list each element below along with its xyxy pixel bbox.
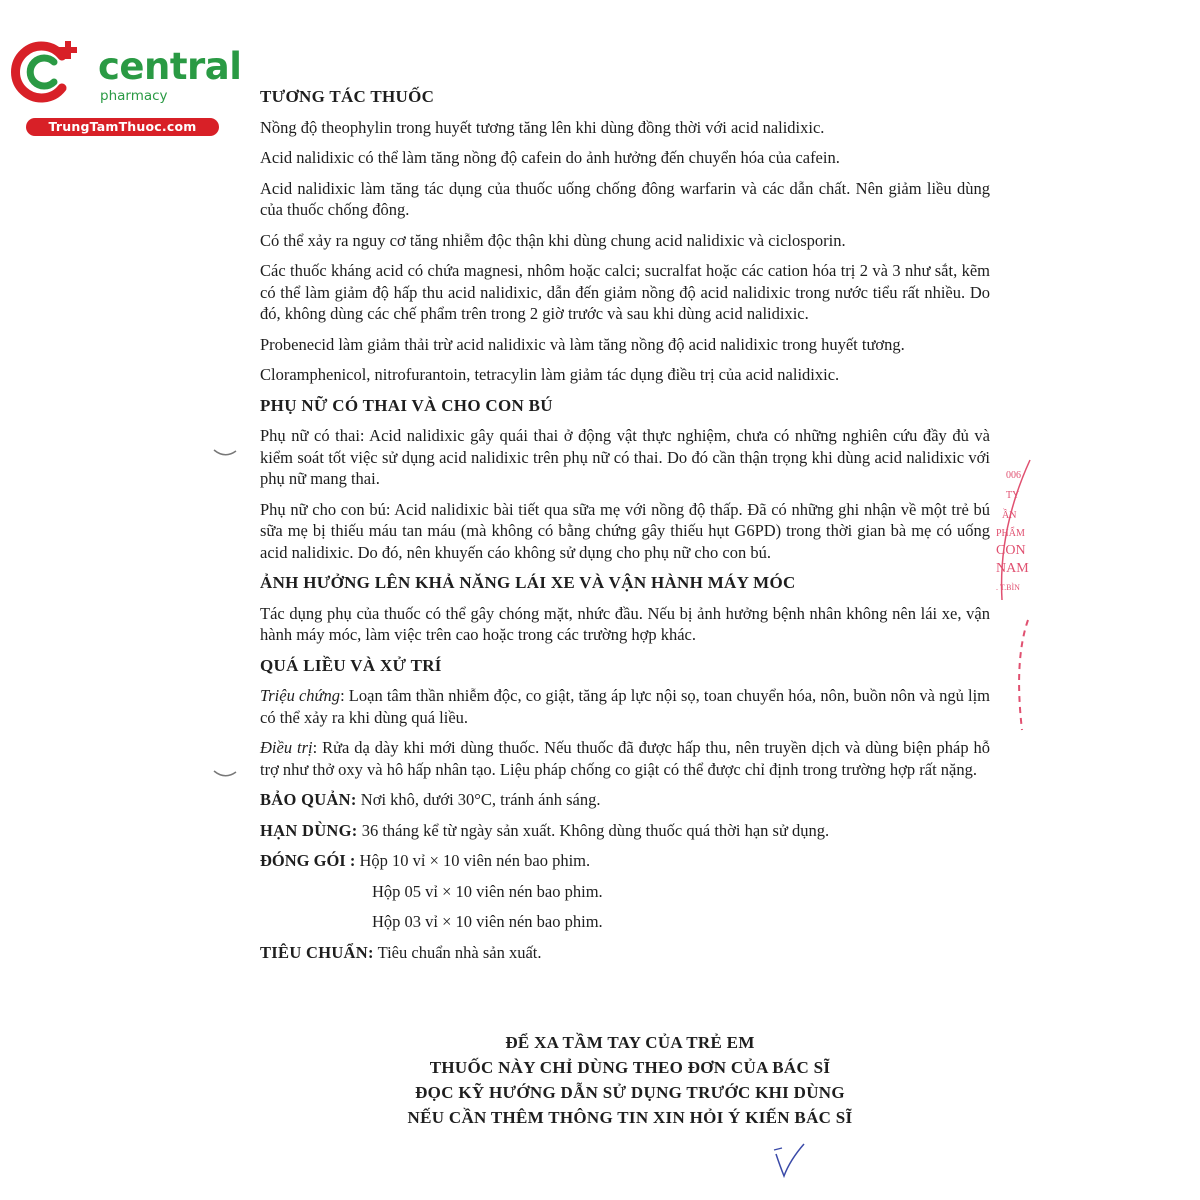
overdose-treatment (260, 737, 990, 780)
logo-sub-text: pharmacy (100, 88, 168, 104)
overdose-symptoms (260, 685, 990, 728)
shelf-life-label: HẠN DÙNG: (260, 820, 358, 840)
handwritten-mark-icon (770, 1140, 810, 1182)
packaging-line (260, 850, 990, 872)
section-heading-driving: ẢNH HƯỞNG LÊN KHẢ NĂNG LÁI XE VÀ VẬN HÀNH MÁY MÓC (260, 573, 796, 592)
packaging-item: Hộp 05 vỉ × 10 viên nén bao phim. (372, 881, 603, 901)
stamp-text: . T.BÌN (996, 583, 1020, 592)
symptoms-text: : Loạn tâm thần nhiễm độc, co giật, tăng áp lực nội sọ, toan chuyển hóa, nôn, buồn nôn và ngủ lịm có thể xảy ra khi dùng quá liều. (260, 686, 990, 727)
paragraph: Acid nalidixic có thể làm tăng nồng độ cafein do ảnh hưởng đến chuyển hóa của cafein. (260, 148, 840, 167)
paragraph: Các thuốc kháng acid có chứa magnesi, nhôm hoặc calci; sucralfat hoặc các cation hóa trị 2 và 3 như sắt, kẽm có thể làm giảm độ hấp thu acid nalidixic, dẫn đến giảm nồng độ acid nalidixic trong nước tiểu rất nhiều. Do đó, không dùng các chế phẩm trên trong 2 giờ trước và sau khi dùng acid nalidixic. (260, 261, 990, 323)
paragraph: Phụ nữ cho con bú: Acid nalidixic bài tiết qua sữa mẹ với nồng độ thấp. Đã có những ghi nhận về một trẻ bú sữa mẹ bị thiếu máu tan máu (mà không có bằng chứng gây thiếu hụt G6PD) trong thời gian bà mẹ có uống acid nalidixic. Do đó, nên khuyến cáo không sử dụng cho phụ nữ cho con bú. (260, 499, 990, 562)
logo-url-badge[interactable]: TrungTamThuoc.com (26, 118, 219, 136)
stamp-text: TY (1006, 490, 1020, 501)
stamp-text: NAM (996, 561, 1029, 576)
paragraph: Acid nalidixic làm tăng tác dụng của thuốc uống chống đông warfarin và các dẫn chất. Nên giảm liều dùng của thuốc chống đông. (260, 178, 990, 219)
document-body (260, 86, 990, 972)
section-heading-interactions: TƯƠNG TÁC THUỐC (260, 87, 435, 106)
warning-line: NẾU CẦN THÊM THÔNG TIN XIN HỎI Ý KIẾN BÁC SĨ (407, 1108, 853, 1127)
stamp-text: PHẨM (996, 528, 1025, 539)
section-heading-overdose: QUÁ LIỀU VÀ XỬ TRÍ (260, 655, 442, 675)
company-stamp (992, 440, 1032, 740)
treatment-text: : Rửa dạ dày khi mới dùng thuốc. Nếu thuốc đã được hấp thu, nên truyền dịch và dùng biện pháp hỗ trợ như thở oxy và hô hấp nhân tạo. Liệu pháp chống co giật có thể được chỉ định trong trường hợp rất nặng. (260, 738, 990, 779)
packaging-label: ĐÓNG GÓI : (260, 851, 356, 870)
paragraph: Nồng độ theophylin trong huyết tương tăng lên khi dùng đồng thời với acid nalidixic. (260, 117, 825, 137)
shelf-life-text: 36 tháng kể từ ngày sản xuất. Không dùng thuốc quá thời hạn sử dụng. (357, 820, 830, 840)
paragraph: Tác dụng phụ của thuốc có thể gây chóng mặt, nhức đầu. Nếu bị ảnh hưởng bệnh nhân không nên lái xe, vận hành máy móc, làm việc trên cao hoặc trong các trường hợp khác. (260, 603, 990, 644)
storage-line (260, 789, 990, 811)
symptoms-label: Triệu chứng (260, 686, 341, 705)
binder-hole-mark-icon (212, 768, 238, 780)
stamp-text: 006 (1006, 470, 1021, 481)
storage-text: Nơi khô, dưới 30°C, tránh ánh sáng. (356, 790, 601, 809)
stamp-text: ẦN (1002, 510, 1017, 521)
paragraph: Probenecid làm giảm thải trừ acid nalidixic và làm tăng nồng độ acid nalidixic trong huyết tương. (260, 334, 905, 354)
storage-label: BẢO QUẢN: (260, 790, 357, 809)
stamp-text: CON (996, 543, 1026, 558)
paragraph: Cloramphenicol, nitrofurantoin, tetracylin làm giảm tác dụng điều trị của acid nalidixic. (260, 365, 840, 384)
shelf-life-line (260, 820, 990, 842)
binder-hole-mark-icon (212, 447, 238, 459)
paragraph: Phụ nữ có thai: Acid nalidixic gây quái thai ở động vật thực nghiệm, chưa có những nghiên cứu đầy đủ và kiểm soát tốt việc sử dụng acid nalidixic trên phụ nữ có thai. Do đó cần thận trọng khi dùng acid nalidixic với phụ nữ mang thai. (260, 426, 990, 488)
section-heading-pregnancy: PHỤ NỮ CÓ THAI VÀ CHO CON BÚ (260, 395, 553, 415)
paragraph: Có thể xảy ra nguy cơ tăng nhiễm độc thận khi dùng chung acid nalidixic và ciclosporin. (260, 230, 846, 250)
packaging-item: Hộp 10 vỉ × 10 viên nén bao phim. (359, 851, 591, 870)
warning-line: ĐỌC KỸ HƯỚNG DẪN SỬ DỤNG TRƯỚC KHI DÙNG (415, 1083, 845, 1102)
warning-line: THUỐC NÀY CHỈ DÙNG THEO ĐƠN CỦA BÁC SĨ (429, 1058, 831, 1077)
warning-line: ĐỂ XA TẦM TAY CỦA TRẺ EM (505, 1033, 755, 1052)
packaging-item: Hộp 03 vỉ × 10 viên nén bao phim. (372, 912, 603, 931)
warning-block (250, 1030, 1010, 1130)
standard-line (260, 942, 990, 964)
logo-brand-text: central (98, 45, 242, 88)
central-pharmacy-logo[interactable] (10, 38, 242, 138)
standard-text: Tiêu chuẩn nhà sản xuất. (373, 942, 542, 962)
logo-c-cross-icon (10, 38, 82, 104)
standard-label: TIÊU CHUẨN: (260, 942, 374, 962)
treatment-label: Điều trị (260, 738, 313, 757)
